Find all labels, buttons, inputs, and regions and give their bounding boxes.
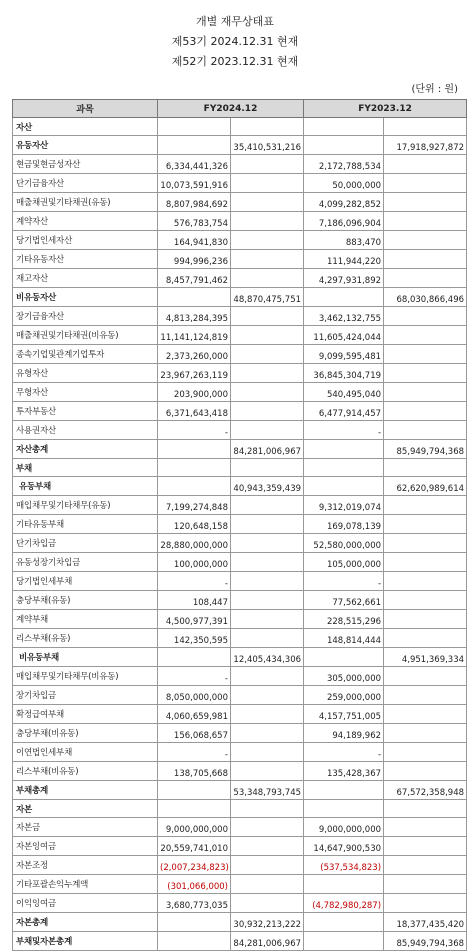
row-label: 충당부채(유동) (13, 591, 158, 610)
empty-cell (158, 800, 231, 818)
empty-cell (231, 800, 304, 818)
empty-cell (384, 212, 467, 231)
fy2024-value: 203,900,000 (158, 383, 231, 402)
row-label: 자산 (13, 118, 158, 136)
table-row-item (13, 553, 467, 572)
empty-cell (384, 193, 467, 212)
empty-cell (384, 250, 467, 269)
empty-cell (384, 383, 467, 402)
table-row-item (13, 743, 467, 762)
table-row-item (13, 269, 467, 288)
table-row-item (13, 515, 467, 534)
empty-cell (304, 440, 384, 459)
empty-cell (304, 781, 384, 800)
row-label: 장기금융자산 (13, 307, 158, 326)
table-row-item (13, 421, 467, 440)
row-label: 비유동자산 (13, 288, 158, 307)
column-header-fy-prior: FY2023.12 (304, 100, 467, 118)
table-row-total (13, 440, 467, 459)
empty-cell (384, 421, 467, 440)
empty-cell (304, 932, 384, 951)
empty-cell (231, 553, 304, 572)
fy2024-value: 4,813,284,395 (158, 307, 231, 326)
empty-cell (231, 250, 304, 269)
empty-cell (384, 572, 467, 591)
row-label: 자본총계 (13, 913, 158, 932)
row-label: 부채및자본총계 (13, 932, 158, 951)
row-label: 기타유동부채 (13, 515, 158, 534)
row-label: 충당부채(비유동) (13, 724, 158, 743)
table-row-item (13, 856, 467, 875)
fy2024-value: 164,941,830 (158, 231, 231, 250)
empty-cell (384, 705, 467, 724)
empty-cell (384, 515, 467, 534)
empty-cell (384, 231, 467, 250)
fy2024-value: 108,447 (158, 591, 231, 610)
fy2023-value: 2,172,788,534 (304, 155, 384, 174)
fy2024-value: 28,880,000,000 (158, 534, 231, 553)
fy2024-value: (2,007,234,823) (158, 856, 231, 875)
empty-cell (384, 818, 467, 837)
table-row-item (13, 818, 467, 837)
empty-cell (231, 155, 304, 174)
empty-cell (384, 800, 467, 818)
row-label: 무형자산 (13, 383, 158, 402)
row-label: 리스부채(유동) (13, 629, 158, 648)
row-label: 유동자산 (13, 136, 158, 155)
empty-cell (231, 402, 304, 421)
empty-cell (231, 875, 304, 894)
fy2023-total-value: 68,030,866,496 (384, 288, 467, 307)
fy2024-value: 156,068,657 (158, 724, 231, 743)
row-label: 부채총계 (13, 781, 158, 800)
empty-cell (231, 724, 304, 743)
table-row-item (13, 610, 467, 629)
table-row-item (13, 705, 467, 724)
row-label: 재고자산 (13, 269, 158, 288)
fy2023-value: 9,099,595,481 (304, 345, 384, 364)
empty-cell (158, 118, 231, 136)
fy2024-value: 994,996,236 (158, 250, 231, 269)
table-row-item (13, 534, 467, 553)
empty-cell (384, 496, 467, 515)
row-label: 단기금융자산 (13, 174, 158, 193)
table-header-row (13, 100, 467, 118)
fy2023-value: 4,099,282,852 (304, 193, 384, 212)
row-label: 현금및현금성자산 (13, 155, 158, 174)
empty-cell (231, 515, 304, 534)
row-label: 자본 (13, 800, 158, 818)
empty-cell (304, 800, 384, 818)
fy2023-value: 228,515,296 (304, 610, 384, 629)
table-row-item (13, 686, 467, 705)
row-label: 자본조정 (13, 856, 158, 875)
table-row-subtotal (13, 477, 467, 496)
empty-cell (231, 743, 304, 762)
empty-cell (231, 856, 304, 875)
empty-cell (384, 534, 467, 553)
fy2024-value: 3,680,773,035 (158, 894, 231, 913)
empty-cell (384, 837, 467, 856)
prior-period: 제52기 2023.12.31 현재 (171, 55, 299, 68)
fy2023-value: 883,470 (304, 231, 384, 250)
fy2023-value: 52,580,000,000 (304, 534, 384, 553)
table-row-item (13, 572, 467, 591)
fy2023-value: 169,078,139 (304, 515, 384, 534)
table-row-subtotal (13, 288, 467, 307)
table-row-item (13, 345, 467, 364)
fy2024-value: 6,371,643,418 (158, 402, 231, 421)
table-row-total (13, 932, 467, 951)
fy2023-value: 4,157,751,005 (304, 705, 384, 724)
fy2023-value: 135,428,367 (304, 762, 384, 781)
fy2024-value: 100,000,000 (158, 553, 231, 572)
fy2024-value: 6,334,441,326 (158, 155, 231, 174)
empty-cell (231, 667, 304, 686)
fy2023-value: 259,000,000 (304, 686, 384, 705)
empty-cell (231, 591, 304, 610)
row-label: 계약자산 (13, 212, 158, 231)
empty-cell (384, 118, 467, 136)
balance-sheet-table (12, 99, 467, 951)
empty-cell (304, 913, 384, 932)
empty-cell (158, 440, 231, 459)
fy2023-total-value: 17,918,927,872 (384, 136, 467, 155)
fy2024-value: (301,066,000) (158, 875, 231, 894)
empty-cell (231, 496, 304, 515)
fy2024-value: - (158, 743, 231, 762)
fy2024-total-value: 12,405,434,306 (231, 648, 304, 667)
fy2024-value: 8,807,984,692 (158, 193, 231, 212)
empty-cell (158, 781, 231, 800)
empty-cell (231, 231, 304, 250)
table-row-item (13, 762, 467, 781)
empty-cell (231, 421, 304, 440)
fy2023-value: 14,647,900,530 (304, 837, 384, 856)
fy2023-value: - (304, 572, 384, 591)
empty-cell (231, 326, 304, 345)
empty-cell (231, 307, 304, 326)
empty-cell (384, 364, 467, 383)
empty-cell (231, 534, 304, 553)
empty-cell (231, 212, 304, 231)
fy2024-value: 11,141,124,819 (158, 326, 231, 345)
empty-cell (384, 724, 467, 743)
empty-cell (384, 743, 467, 762)
fy2024-value: 9,000,000,000 (158, 818, 231, 837)
empty-cell (384, 667, 467, 686)
row-label: 확정급여부채 (13, 705, 158, 724)
table-row-section (13, 800, 467, 818)
fy2023-total-value: 62,620,989,614 (384, 477, 467, 496)
empty-cell (231, 818, 304, 837)
empty-cell (158, 477, 231, 496)
fy2023-total-value: 67,572,358,948 (384, 781, 467, 800)
row-label: 단기차입금 (13, 534, 158, 553)
empty-cell (304, 118, 384, 136)
table-row-item (13, 894, 467, 913)
table-row-item (13, 364, 467, 383)
fy2023-value: 305,000,000 (304, 667, 384, 686)
empty-cell (384, 459, 467, 477)
fy2023-value: 6,477,914,457 (304, 402, 384, 421)
empty-cell (384, 762, 467, 781)
fy2024-total-value: 53,348,793,745 (231, 781, 304, 800)
fy2024-value: - (158, 667, 231, 686)
empty-cell (231, 762, 304, 781)
fy2023-value: - (304, 421, 384, 440)
row-label: 사용권자산 (13, 421, 158, 440)
fy2024-value: - (158, 421, 231, 440)
empty-cell (384, 610, 467, 629)
row-label: 유동부채 (13, 477, 158, 496)
empty-cell (158, 648, 231, 667)
empty-cell (231, 610, 304, 629)
empty-cell (231, 572, 304, 591)
fy2023-total-value: 85,949,794,368 (384, 440, 467, 459)
row-label: 매입채무및기타채무(유동) (13, 496, 158, 515)
row-label: 부채 (13, 459, 158, 477)
row-label: 매출채권및기타채권(비유동) (13, 326, 158, 345)
fy2024-value: 142,350,595 (158, 629, 231, 648)
empty-cell (384, 591, 467, 610)
fy2024-total-value: 48,870,475,751 (231, 288, 304, 307)
table-row-item (13, 193, 467, 212)
empty-cell (384, 307, 467, 326)
table-row-subtotal (13, 136, 467, 155)
statement-title: 개별 재무상태표 (196, 15, 274, 28)
row-label: 유형자산 (13, 364, 158, 383)
fy2024-value: 7,199,274,848 (158, 496, 231, 515)
empty-cell (231, 383, 304, 402)
table-row-total (13, 913, 467, 932)
table-row-item (13, 629, 467, 648)
row-label: 계약부채 (13, 610, 158, 629)
fy2024-value: 20,559,741,010 (158, 837, 231, 856)
row-label: 매입채무및기타채무(비유동) (13, 667, 158, 686)
fy2023-value: 4,297,931,892 (304, 269, 384, 288)
fy2024-value: 23,967,263,119 (158, 364, 231, 383)
empty-cell (158, 932, 231, 951)
row-label: 기타포괄손익누계액 (13, 875, 158, 894)
fy2023-value: 3,462,132,755 (304, 307, 384, 326)
fy2023-value: 9,312,019,074 (304, 496, 384, 515)
fy2024-value: 138,705,668 (158, 762, 231, 781)
empty-cell (304, 648, 384, 667)
row-label: 종속기업및관계기업투자 (13, 345, 158, 364)
empty-cell (231, 705, 304, 724)
fy2024-value: 4,060,659,981 (158, 705, 231, 724)
fy2023-value: 111,944,220 (304, 250, 384, 269)
fy2024-value: 8,457,791,462 (158, 269, 231, 288)
fy2023-value: (537,534,823) (304, 856, 384, 875)
table-row-item (13, 875, 467, 894)
empty-cell (384, 629, 467, 648)
empty-cell (384, 326, 467, 345)
empty-cell (158, 459, 231, 477)
empty-cell (231, 118, 304, 136)
fy2023-value: 36,845,304,719 (304, 364, 384, 383)
empty-cell (231, 629, 304, 648)
column-header-item: 과목 (13, 100, 158, 118)
fy2023-value: 50,000,000 (304, 174, 384, 193)
row-label: 자산총계 (13, 440, 158, 459)
empty-cell (384, 402, 467, 421)
row-label: 이익잉여금 (13, 894, 158, 913)
row-label: 매출채권및기타채권(유동) (13, 193, 158, 212)
fy2023-value: 9,000,000,000 (304, 818, 384, 837)
empty-cell (231, 459, 304, 477)
empty-cell (304, 477, 384, 496)
fy2023-total-value: 4,951,369,334 (384, 648, 467, 667)
fy2024-value: 4,500,977,391 (158, 610, 231, 629)
row-label: 유동성장기차입금 (13, 553, 158, 572)
empty-cell (384, 269, 467, 288)
empty-cell (384, 174, 467, 193)
table-row-item (13, 496, 467, 515)
fy2023-value: 105,000,000 (304, 553, 384, 572)
fy2023-value: (4,782,980,287) (304, 894, 384, 913)
row-label: 자본잉여금 (13, 837, 158, 856)
fy2024-total-value: 40,943,359,439 (231, 477, 304, 496)
row-label: 투자부동산 (13, 402, 158, 421)
row-label: 당기법인세자산 (13, 231, 158, 250)
table-row-item (13, 155, 467, 174)
fy2024-value: 8,050,000,000 (158, 686, 231, 705)
table-row-subtotal (13, 648, 467, 667)
empty-cell (384, 875, 467, 894)
empty-cell (304, 136, 384, 155)
table-row-item (13, 174, 467, 193)
table-row-item (13, 591, 467, 610)
fy2024-value: 120,648,158 (158, 515, 231, 534)
table-row-item (13, 383, 467, 402)
empty-cell (231, 837, 304, 856)
row-label: 리스부채(비유동) (13, 762, 158, 781)
fy2024-value: 2,373,260,000 (158, 345, 231, 364)
empty-cell (231, 345, 304, 364)
current-period: 제53기 2024.12.31 현재 (171, 35, 299, 48)
table-row-item (13, 326, 467, 345)
row-label: 기타유동자산 (13, 250, 158, 269)
empty-cell (384, 553, 467, 572)
fy2023-value: 7,186,096,904 (304, 212, 384, 231)
table-row-item (13, 667, 467, 686)
table-row-item (13, 250, 467, 269)
fy2024-total-value: 30,932,213,222 (231, 913, 304, 932)
empty-cell (231, 174, 304, 193)
empty-cell (384, 856, 467, 875)
table-row-item (13, 307, 467, 326)
table-row-item (13, 212, 467, 231)
fy2023-value: 11,605,424,044 (304, 326, 384, 345)
fy2023-value (304, 875, 384, 894)
row-label: 이연법인세부채 (13, 743, 158, 762)
empty-cell (231, 686, 304, 705)
row-label: 비유동부채 (13, 648, 158, 667)
fy2024-total-value: 35,410,531,216 (231, 136, 304, 155)
fy2024-total-value: 84,281,006,967 (231, 440, 304, 459)
row-label: 당기법인세부채 (13, 572, 158, 591)
empty-cell (231, 193, 304, 212)
fy2023-value: 94,189,962 (304, 724, 384, 743)
fy2023-value: 77,562,661 (304, 591, 384, 610)
table-row-item (13, 837, 467, 856)
table-row-item (13, 402, 467, 421)
fy2023-value: 540,495,040 (304, 383, 384, 402)
fy2024-value: 10,073,591,916 (158, 174, 231, 193)
table-row-item (13, 724, 467, 743)
unit-label: (단위 : 원) (411, 84, 458, 95)
fy2024-value: 576,783,754 (158, 212, 231, 231)
empty-cell (384, 894, 467, 913)
empty-cell (384, 686, 467, 705)
row-label: 장기차입금 (13, 686, 158, 705)
row-label: 자본금 (13, 818, 158, 837)
table-row-item (13, 231, 467, 250)
fy2023-total-value: 18,377,435,420 (384, 913, 467, 932)
empty-cell (158, 913, 231, 932)
empty-cell (384, 345, 467, 364)
empty-cell (158, 136, 231, 155)
table-body (13, 118, 467, 951)
table-row-total (13, 781, 467, 800)
fy2023-value: 148,814,444 (304, 629, 384, 648)
fy2023-value: - (304, 743, 384, 762)
table-row-section (13, 459, 467, 477)
empty-cell (231, 364, 304, 383)
empty-cell (304, 459, 384, 477)
empty-cell (231, 894, 304, 913)
table-row-section (13, 118, 467, 136)
empty-cell (304, 288, 384, 307)
empty-cell (384, 155, 467, 174)
empty-cell (231, 269, 304, 288)
column-header-fy-current: FY2024.12 (158, 100, 304, 118)
fy2023-total-value: 85,949,794,368 (384, 932, 467, 951)
fy2024-value: - (158, 572, 231, 591)
fy2024-total-value: 84,281,006,967 (231, 932, 304, 951)
empty-cell (158, 288, 231, 307)
